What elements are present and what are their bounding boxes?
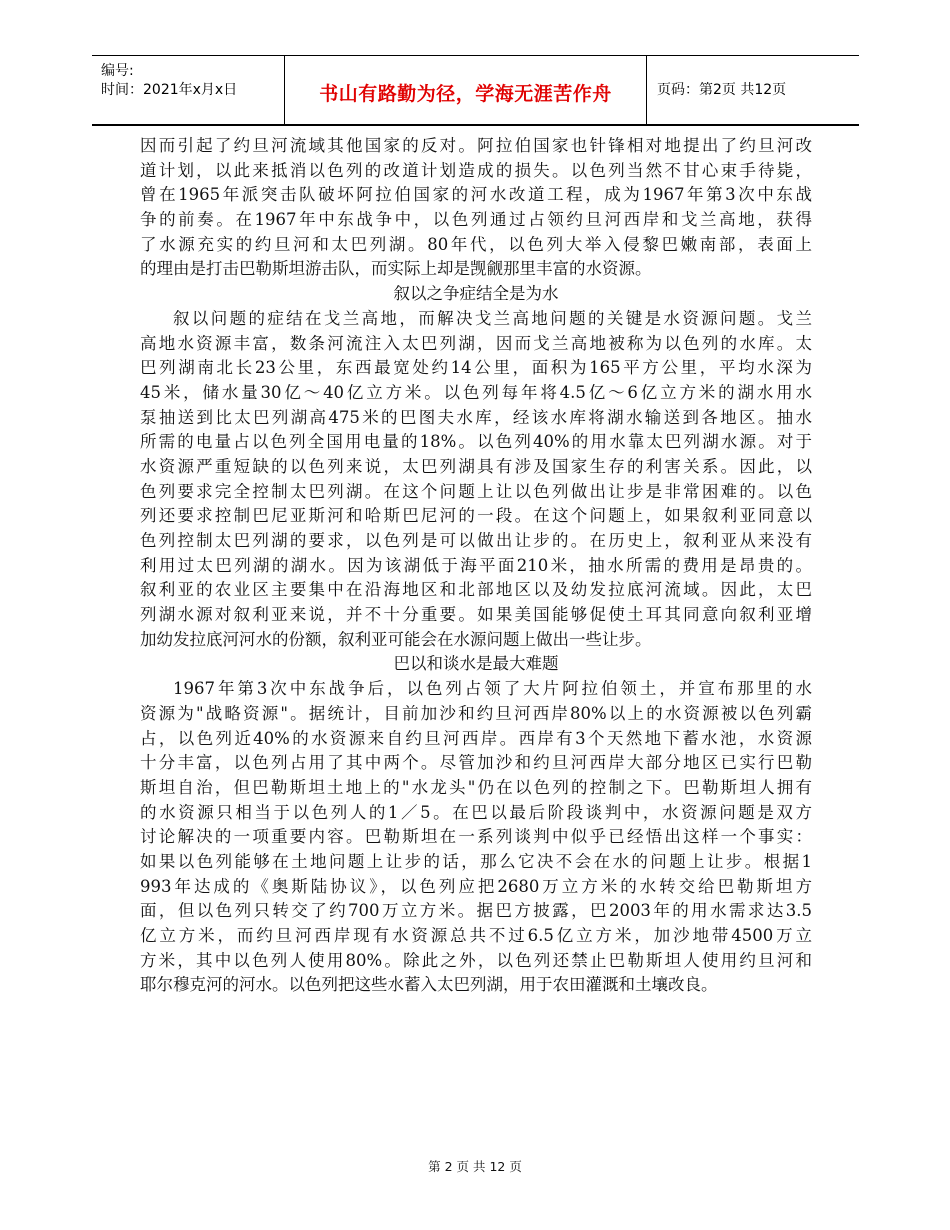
body-text-line: 水资源严重短缺的以色列来说，太巴列湖具有涉及国家生存的利害关系。因此，以 — [140, 456, 812, 476]
body-text-line: 1967年第3次中东战争后，以色列占领了大片阿拉伯领土，并宣布那里的水 — [173, 679, 812, 699]
body-text-line: 的理由是打击巴勒斯坦游击队，而实际上却是觊觎那里丰富的水资源。 — [140, 259, 652, 279]
body-text-line: 巴列湖南北长23公里，东西最宽处约14公里，面积为165平方公里，平均水深为 — [140, 358, 812, 378]
body-text-line: 加幼发拉底河河水的份额，叙利亚可能会在水源问题上做出一些让步。 — [140, 629, 652, 649]
body-text-line: 如果以色列能够在土地问题上让步的话，那么它决不会在水的问题上让步。根据1 — [140, 851, 812, 871]
header-motto-cell — [285, 56, 647, 124]
document-number-label: 编号: — [101, 63, 134, 79]
body-text-line: 面，但以色列只转交了约700万立方米。据巴方披露，巴2003年的用水需求达3.5 — [140, 901, 812, 921]
body-text-line: 叙利亚的农业区主要集中在沿海地区和北部地区以及幼发拉底河流域。因此，太巴 — [140, 580, 812, 600]
body-text-line: 泵抽送到比太巴列湖高475米的巴图夫水库，经该水库将湖水输送到各地区。抽水 — [140, 407, 812, 427]
body-text-line: 叙以问题的症结在戈兰高地，而解决戈兰高地问题的关键是水资源问题。戈兰 — [173, 308, 812, 328]
body-text-line: 占，以色列近40%的水资源来自约旦河西岸。西岸有3个天然地下蓄水池，水资源 — [140, 728, 812, 748]
body-text-line: 利用过太巴列湖的湖水。因为该湖低于海平面210米，抽水所需的费用是昂贵的。 — [140, 555, 812, 575]
header-page-info: 页码：第2页 共12页 — [657, 82, 787, 98]
body-text-line: 方米，其中以色列人使用80%。除此之外，以色列还禁止巴勒斯坦人使用约旦河和 — [140, 950, 812, 970]
body-text-line: 因而引起了约旦河流域其他国家的反对。阿拉伯国家也针锋相对地提出了约旦河改 — [140, 136, 812, 155]
body-text-line: 色列要求完全控制太巴列湖。在这个问题上让以色列做出让步是非常困难的。以色 — [140, 481, 812, 501]
body-text-line: 所需的电量占以色列全国用电量的18%。以色列40%的用水靠太巴列湖水源。对于 — [140, 432, 812, 452]
body-text-line: 列湖水源对叙利亚来说，并不十分重要。如果美国能够促使土耳其同意向叙利亚增 — [140, 605, 812, 625]
body-text-line: 了水源充实的约旦河和太巴列湖。80年代，以色列大举入侵黎巴嫩南部，表面上 — [140, 234, 812, 254]
body-text-line: 亿立方米，而约旦河西岸现有水资源总共不过6.5亿立方米，加沙地带4500万立 — [140, 926, 812, 945]
body-text-line: 高地水资源丰富，数条河流注入太巴列湖，因而戈兰高地被称为以色列的水库。太 — [140, 333, 812, 353]
section-heading: 叙以之争症结全是为水 — [393, 284, 559, 304]
body-text-line: 列还要求控制巴尼亚斯河和哈斯巴尼河的一段。在这个问题上，如果叙利亚同意以 — [140, 506, 812, 526]
body-text-line: 曾在1965年派突击队破坏阿拉伯国家的河水改道工程，成为1967年第3次中东战 — [140, 185, 812, 205]
document-body — [140, 134, 812, 998]
header-motto: 书山有路勤为径，学海无涯苦作舟 — [319, 83, 612, 105]
header-page-cell — [647, 56, 859, 124]
body-text-line: 十分丰富，以色列占用了其中两个。尽管加沙和约旦河西岸大部分地区已实行巴勒 — [140, 753, 812, 773]
body-text-line: 讨论解决的一项重要内容。巴勒斯坦在一系列谈判中似乎已经悟出这样一个事实： — [140, 827, 812, 847]
section-heading: 巴以和谈水是最大难题 — [393, 654, 559, 674]
body-text-line: 道计划，以此来抵消以色列的改道计划造成的损失。以色列当然不甘心束手待毙， — [140, 160, 812, 180]
page-footer: 第 2 页 共 12 页 — [428, 1159, 522, 1174]
body-text-line: 争的前奏。在1967年中东战争中，以色列通过占领约旦河西岸和戈兰高地，获得 — [140, 210, 812, 230]
body-text-line: 耶尔穆克河的河水。以色列把这些水蓄入太巴列湖，用于农田灌溉和土壤改良。 — [140, 975, 718, 995]
body-text-line: 的水资源只相当于以色列人的1／5。在巴以最后阶段谈判中，水资源问题是双方 — [140, 802, 812, 822]
document-time-label: 时间：2021年x月x日 — [101, 82, 238, 98]
body-text-line: 斯坦自治，但巴勒斯坦土地上的"水龙头"仍在以色列的控制之下。巴勒斯坦人拥有 — [140, 777, 812, 797]
document-header — [92, 55, 859, 126]
body-text-line: 色列控制太巴列湖的要求，以色列是可以做出让步的。在历史上，叙利亚从来没有 — [140, 531, 812, 550]
body-text-line: 资源为"战略资源"。据统计，目前加沙和约旦河西岸80%以上的水资源被以色列霸 — [140, 703, 812, 723]
body-text-line: 993年达成的《奥斯陆协议》，以色列应把2680万立方米的水转交给巴勒斯坦方 — [140, 876, 812, 896]
body-text-line: 45米，储水量30亿～40亿立方米。以色列每年将4.5亿～6亿立方米的湖水用水 — [140, 382, 812, 402]
header-meta-cell — [92, 56, 285, 124]
